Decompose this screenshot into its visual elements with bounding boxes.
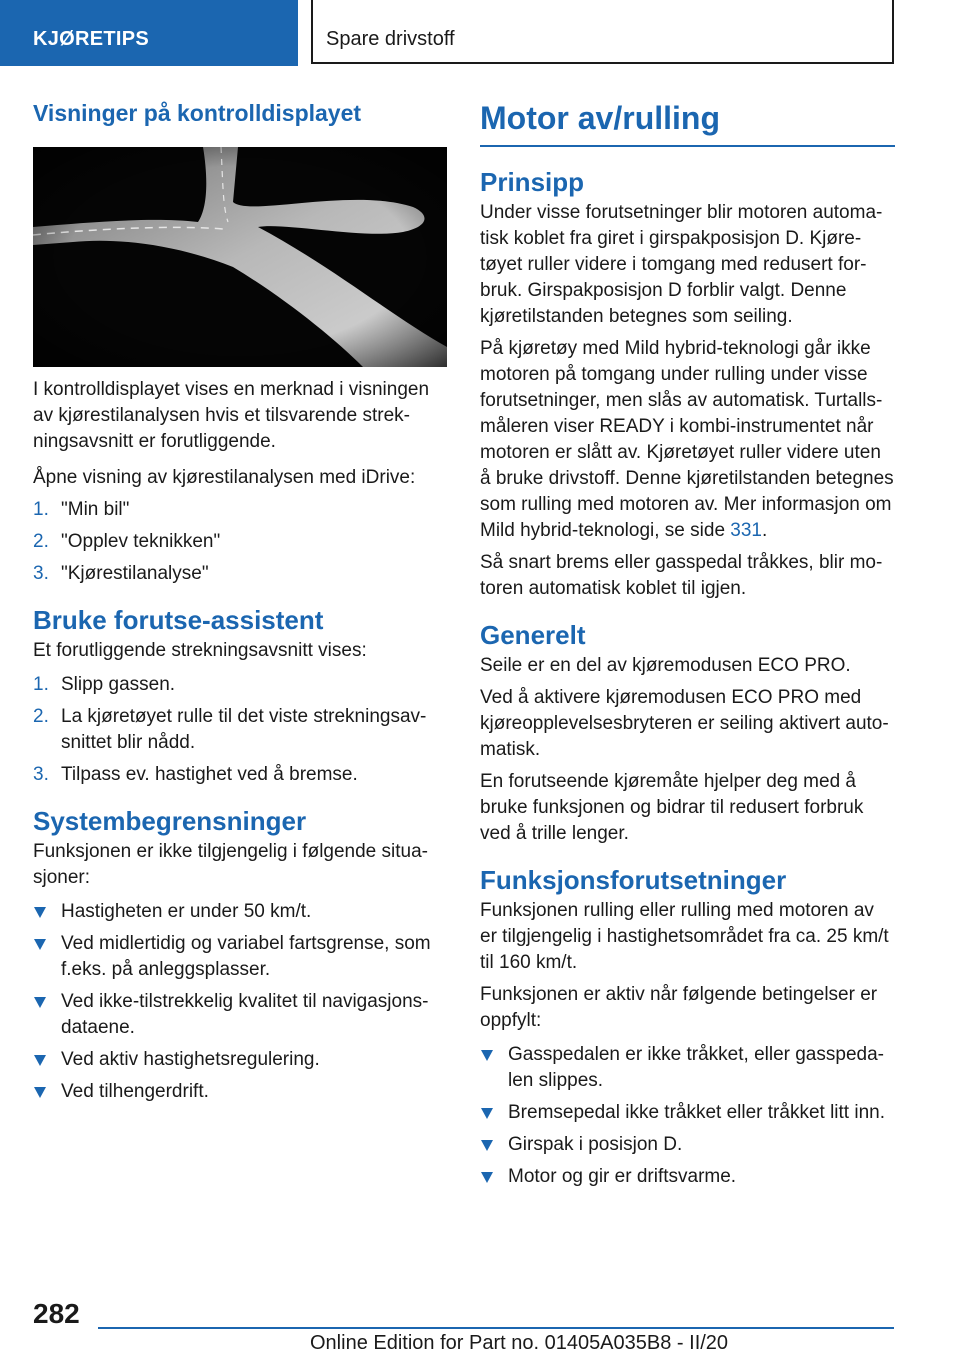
principle-p2-text: På kjøretøy med Mild hybrid-teknologi går ikke motoren på tomgang under rulling under visse forutsetninger, men slås av automatisk. Turtalls-måleren viser READY i kombi-instrumentet når motoren er slått av. Kjøretøyet ruller videre uten å bruke drivstoff. Denne kjøretilstanden betegnes som rulling med motoren av. Mer informasjon om Mild hybrid-teknologi, se side bbox=[480, 338, 894, 541]
step-text: Tilpass ev. hastighet ved å bremse. bbox=[61, 764, 358, 785]
bullet-triangle-icon bbox=[34, 997, 46, 1008]
step-number: 3. bbox=[33, 563, 49, 584]
step-text: "Opplev teknikken" bbox=[61, 531, 221, 552]
bullet-triangle-icon bbox=[34, 1055, 46, 1066]
item-text: Hastigheten er under 50 km/t. bbox=[61, 901, 312, 922]
assist-heading: Bruke forutse-assistent bbox=[33, 605, 324, 635]
general-p3: En forutseende kjøremåte hjelper deg med å bruke funksjonen og bidrar til redusert forbruk ved å trille lenger. bbox=[480, 771, 864, 844]
step-text: "Min bil" bbox=[61, 499, 130, 520]
bullet-triangle-icon bbox=[481, 1108, 493, 1119]
display-heading: Visninger på kontrolldisplayet bbox=[33, 100, 362, 126]
open-steps bbox=[33, 497, 447, 587]
road-illustration bbox=[33, 147, 447, 367]
item-text: Motor og gir er driftsvarme. bbox=[508, 1166, 737, 1187]
step-text: "Kjørestilanalyse" bbox=[61, 563, 209, 584]
assist-text: Et forutliggende strekningsavsnitt vises: bbox=[33, 640, 367, 661]
requirements-p1: Funksjonen rulling eller rulling med motoren av er tilgjengelig i hastighetsområdet fra ca. 25 km/t til 160 km/t. bbox=[480, 900, 889, 973]
edition-note: Online Edition for Part no. 01405A035B8 - II/20 bbox=[310, 1332, 729, 1354]
list-item bbox=[480, 1042, 895, 1094]
bullet-triangle-icon bbox=[481, 1172, 493, 1183]
list-item bbox=[480, 1132, 895, 1158]
list-item bbox=[33, 672, 447, 698]
chapter-label: KJØRETIPS bbox=[33, 28, 150, 50]
step-text: Slipp gassen. bbox=[61, 674, 176, 695]
step-number: 2. bbox=[33, 531, 49, 552]
item-text: Ved ikke-tilstrekkelig kvalitet til navigasjons-dataene. bbox=[61, 991, 429, 1038]
item-text: Ved midlertidig og variabel fartsgrense, som f.eks. på anleggsplasser. bbox=[61, 933, 431, 980]
step-number: 1. bbox=[33, 674, 49, 695]
right-column bbox=[480, 100, 895, 1190]
section-title: Spare drivstoff bbox=[326, 28, 455, 50]
list-item bbox=[33, 529, 447, 555]
general-heading: Generelt bbox=[480, 620, 586, 650]
chapter-tab bbox=[0, 0, 298, 66]
list-item bbox=[33, 989, 447, 1041]
principle-p2-end: . bbox=[762, 520, 768, 541]
list-item bbox=[33, 497, 447, 523]
principle-p2 bbox=[480, 336, 895, 544]
step-text: La kjøretøyet rulle til det viste strekningsav-snittet blir nådd. bbox=[61, 706, 427, 753]
bullet-triangle-icon bbox=[34, 1087, 46, 1098]
general-p2: Ved å aktivere kjøremodusen ECO PRO med kjøreopplevelsesbryteren er seiling aktivert auto-matisk. bbox=[480, 687, 889, 760]
display-text: I kontrolldisplayet vises en merknad i visningen av kjørestilanalysen hvis et tilsvarende strek-ningsavsnitt er forutliggende. bbox=[33, 379, 430, 452]
list-item bbox=[33, 762, 447, 788]
bullet-triangle-icon bbox=[34, 907, 46, 918]
list-item bbox=[33, 704, 447, 756]
step-number: 3. bbox=[33, 764, 49, 785]
main-heading: Motor av/rulling bbox=[480, 100, 895, 147]
page-number: 282 bbox=[33, 1298, 80, 1329]
section-header bbox=[311, 0, 894, 64]
bullet-triangle-icon bbox=[481, 1140, 493, 1151]
limits-heading: Systembegrensninger bbox=[33, 806, 307, 836]
requirements-p2: Funksjonen er aktiv når følgende betingelser er oppfylt: bbox=[480, 984, 878, 1031]
list-item bbox=[33, 1079, 447, 1105]
list-item bbox=[33, 931, 447, 983]
left-column bbox=[33, 100, 447, 1105]
step-number: 1. bbox=[33, 499, 49, 520]
item-text: Ved tilhengerdrift. bbox=[61, 1081, 209, 1102]
step-number: 2. bbox=[33, 706, 49, 727]
bullet-triangle-icon bbox=[481, 1050, 493, 1061]
item-text: Gasspedalen er ikke tråkket, eller gasspeda-len slippes. bbox=[508, 1044, 884, 1091]
list-item bbox=[480, 1164, 895, 1190]
list-item bbox=[480, 1100, 895, 1126]
list-item bbox=[33, 561, 447, 587]
item-text: Bremsepedal ikke tråkket eller tråkket litt inn. bbox=[508, 1102, 885, 1123]
bullet-triangle-icon bbox=[34, 939, 46, 950]
requirements-list bbox=[480, 1042, 895, 1190]
footer-rule bbox=[98, 1327, 894, 1329]
principle-heading: Prinsipp bbox=[480, 167, 585, 197]
item-text: Girspak i posisjon D. bbox=[508, 1134, 683, 1155]
principle-p1: Under visse forutsetninger blir motoren automa-tisk koblet fra giret i girspakposisjon D. Kjøre-tøyet ruller videre i tomgang med redusert for-bruk. Girspakposisjon D forblir valgt. Denne kjøretilstanden betegnes som seiling. bbox=[480, 202, 883, 327]
requirements-heading: Funksjonsforutsetninger bbox=[480, 865, 787, 895]
limits-list bbox=[33, 899, 447, 1105]
assist-steps bbox=[33, 672, 447, 788]
list-item bbox=[33, 899, 447, 925]
list-item bbox=[33, 1047, 447, 1073]
page-link[interactable]: 331 bbox=[730, 520, 762, 541]
general-p1: Seile er en del av kjøremodusen ECO PRO. bbox=[480, 655, 851, 676]
principle-p3: Så snart brems eller gasspedal tråkkes, blir mo-toren automatisk koblet til igjen. bbox=[480, 552, 883, 599]
open-text: Åpne visning av kjørestilanalysen med iDrive: bbox=[33, 467, 416, 488]
item-text: Ved aktiv hastighetsregulering. bbox=[61, 1049, 320, 1070]
limits-text: Funksjonen er ikke tilgjengelig i følgende situa-sjoner: bbox=[33, 841, 428, 888]
